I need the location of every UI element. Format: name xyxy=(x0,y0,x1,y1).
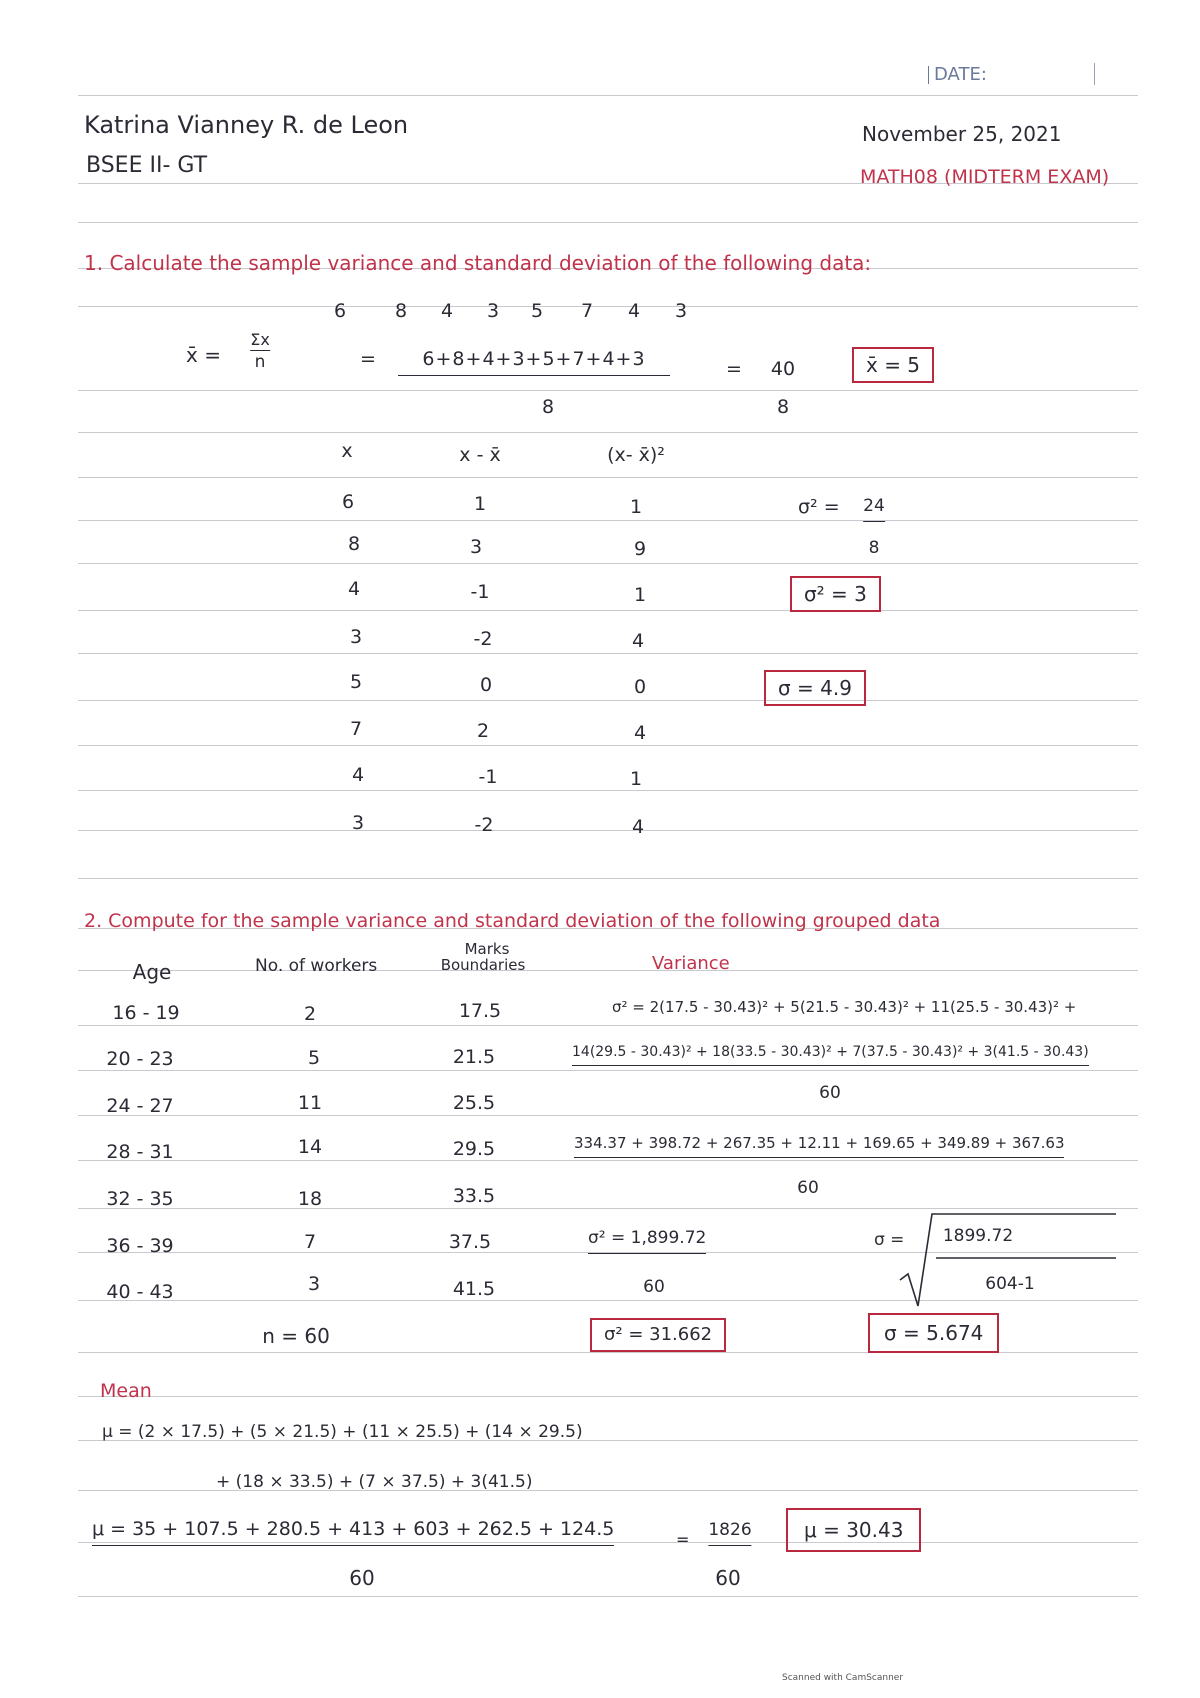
workers-cell: 11 xyxy=(297,1092,323,1114)
table-cell: 1 xyxy=(473,493,487,515)
table-cell: 1 xyxy=(629,496,643,518)
mean-answer-box: μ = 30.43 xyxy=(786,1508,921,1552)
variance-work-denominator-1: 60 xyxy=(819,1083,841,1103)
mean-fraction-numerator: 1826 xyxy=(708,1522,751,1546)
marks-cell: 33.5 xyxy=(452,1185,496,1207)
data-value: 4 xyxy=(440,300,454,322)
sd-lhs: σ = xyxy=(874,1230,905,1250)
mean-total-numerator: 40 xyxy=(770,358,796,380)
sum-denominator: 8 xyxy=(541,396,555,418)
data-value: 5 xyxy=(530,300,544,322)
workers-cell: 3 xyxy=(307,1273,321,1295)
mean-heading: Mean xyxy=(100,1380,152,1402)
equals-sign: = xyxy=(676,1530,690,1549)
mean-answer-box: x̄ = 5 xyxy=(852,347,934,383)
variance-denominator: 8 xyxy=(868,538,880,558)
table-cell: 4 xyxy=(347,578,361,600)
variance-answer-box: σ² = 3 xyxy=(790,576,881,612)
student-name: Katrina Vianney R. de Leon xyxy=(84,111,409,139)
marks-cell: 41.5 xyxy=(452,1278,496,1300)
age-range-cell: 36 - 39 xyxy=(106,1235,174,1257)
age-range-cell: 20 - 23 xyxy=(106,1048,174,1070)
table-cell: 3 xyxy=(351,812,365,834)
mean-symbol: x̄ = xyxy=(186,343,221,367)
table-cell: 5 xyxy=(349,671,363,693)
scanner-watermark: Scanned with CamScanner xyxy=(782,1673,904,1683)
age-range-cell: 16 - 19 xyxy=(112,1002,180,1024)
table-cell: 9 xyxy=(633,538,647,560)
mean-work-denominator: 60 xyxy=(349,1566,375,1590)
exam-date: November 25, 2021 xyxy=(862,122,1062,146)
col-x-header: x xyxy=(341,440,353,462)
col-marks-header-bottom: Boundaries xyxy=(440,956,526,974)
sd-numerator: 1899.72 xyxy=(942,1226,1014,1246)
table-cell: -1 xyxy=(478,766,498,788)
table-cell: 0 xyxy=(633,676,647,698)
col-variance-header: Variance xyxy=(652,953,730,974)
marks-cell: 17.5 xyxy=(458,1000,502,1022)
table-cell: -2 xyxy=(474,814,494,836)
problem-2-prompt: 2. Compute for the sample variance and standard deviation of the following grouped data xyxy=(84,910,941,932)
variance-step-numerator: σ² = 1,899.72 xyxy=(588,1230,706,1254)
table-cell: 8 xyxy=(347,533,361,555)
table-cell: 6 xyxy=(341,491,355,513)
sum-expression: 6+8+4+3+5+7+4+3 xyxy=(398,350,670,376)
variance-step-denominator: 60 xyxy=(643,1277,665,1297)
table-cell: 0 xyxy=(479,674,493,696)
mean-total-denominator: 8 xyxy=(776,396,790,418)
table-cell: -2 xyxy=(473,628,493,650)
variance-work-line-1: σ² = 2(17.5 - 30.43)² + 5(21.5 - 30.43)² + 11(25.5 - 30.43)² + xyxy=(612,998,1077,1016)
square-root-sign xyxy=(898,1210,1118,1310)
data-value: 3 xyxy=(486,300,500,322)
sd-denominator: 604-1 xyxy=(985,1274,1035,1294)
variance-numerator: 24 xyxy=(863,498,885,522)
section-label: BSEE II- GT xyxy=(86,153,208,178)
equals-sign: = xyxy=(726,358,742,380)
age-range-cell: 40 - 43 xyxy=(106,1281,174,1303)
date-field-bracket xyxy=(1072,63,1095,85)
marks-cell: 37.5 xyxy=(448,1231,492,1253)
col-deviation-header: x - x̄ xyxy=(459,444,501,466)
data-value: 4 xyxy=(627,300,641,322)
col-workers-header: No. of workers xyxy=(255,956,378,976)
mean-work-line-1: μ = (2 × 17.5) + (5 × 21.5) + (11 × 25.5) + (14 × 29.5) xyxy=(102,1422,583,1442)
age-range-cell: 32 - 35 xyxy=(106,1188,174,1210)
col-age-header: Age xyxy=(132,960,172,984)
workers-cell: 7 xyxy=(303,1231,317,1253)
table-cell: 4 xyxy=(631,816,645,838)
data-value: 8 xyxy=(394,300,408,322)
n-total: n = 60 xyxy=(262,1324,330,1348)
workers-cell: 5 xyxy=(307,1047,321,1069)
exam-subject: MATH08 (MIDTERM EXAM) xyxy=(860,166,1110,188)
data-value: 7 xyxy=(580,300,594,322)
marks-cell: 25.5 xyxy=(452,1092,496,1114)
variance-work-line-2: 14(29.5 - 30.43)² + 18(33.5 - 30.43)² + 7(37.5 - 30.43)² + 3(41.5 - 30.43) xyxy=(572,1045,1089,1066)
table-cell: 7 xyxy=(349,718,363,740)
table-cell: 1 xyxy=(629,768,643,790)
problem-1-prompt: 1. Calculate the sample variance and standard deviation of the following data: xyxy=(84,251,872,275)
grouped-variance-answer-box: σ² = 31.662 xyxy=(590,1318,726,1352)
table-cell: 3 xyxy=(349,626,363,648)
table-cell: -1 xyxy=(470,581,490,603)
age-range-cell: 28 - 31 xyxy=(106,1141,174,1163)
table-cell: 1 xyxy=(633,584,647,606)
equals-sign: = xyxy=(360,348,376,370)
mean-fraction-denominator: 60 xyxy=(715,1566,741,1590)
table-cell: 4 xyxy=(351,764,365,786)
sd-answer-box: σ = 4.9 xyxy=(764,670,866,706)
variance-work-denominator-2: 60 xyxy=(797,1178,819,1198)
workers-cell: 2 xyxy=(303,1003,317,1025)
col-squared-header: (x- x̄)² xyxy=(607,444,665,466)
workers-cell: 18 xyxy=(297,1188,323,1210)
marks-cell: 29.5 xyxy=(452,1138,496,1160)
variance-work-line-3: 334.37 + 398.72 + 267.35 + 12.11 + 169.65 + 349.89 + 367.63 xyxy=(574,1136,1064,1158)
table-cell: 4 xyxy=(633,722,647,744)
table-cell: 2 xyxy=(476,720,490,742)
col-marks-header-top: Marks xyxy=(464,940,510,958)
workers-cell: 14 xyxy=(297,1136,323,1158)
grouped-sd-answer-box: σ = 5.674 xyxy=(868,1313,999,1353)
marks-cell: 21.5 xyxy=(452,1046,496,1068)
age-range-cell: 24 - 27 xyxy=(106,1095,174,1117)
mean-work-line-2: + (18 × 33.5) + (7 × 37.5) + 3(41.5) xyxy=(216,1472,533,1492)
mean-formula-denominator: n xyxy=(254,352,266,372)
variance-lhs: σ² = xyxy=(798,496,840,518)
mean-work-line-3: μ = 35 + 107.5 + 280.5 + 413 + 603 + 262.5 + 124.5 xyxy=(92,1520,614,1546)
data-value: 3 xyxy=(674,300,688,322)
date-label: DATE: xyxy=(928,66,987,84)
mean-formula-numerator: Σx xyxy=(250,330,270,349)
table-cell: 4 xyxy=(631,630,645,652)
table-cell: 3 xyxy=(469,536,483,558)
data-value: 6 xyxy=(333,300,347,322)
